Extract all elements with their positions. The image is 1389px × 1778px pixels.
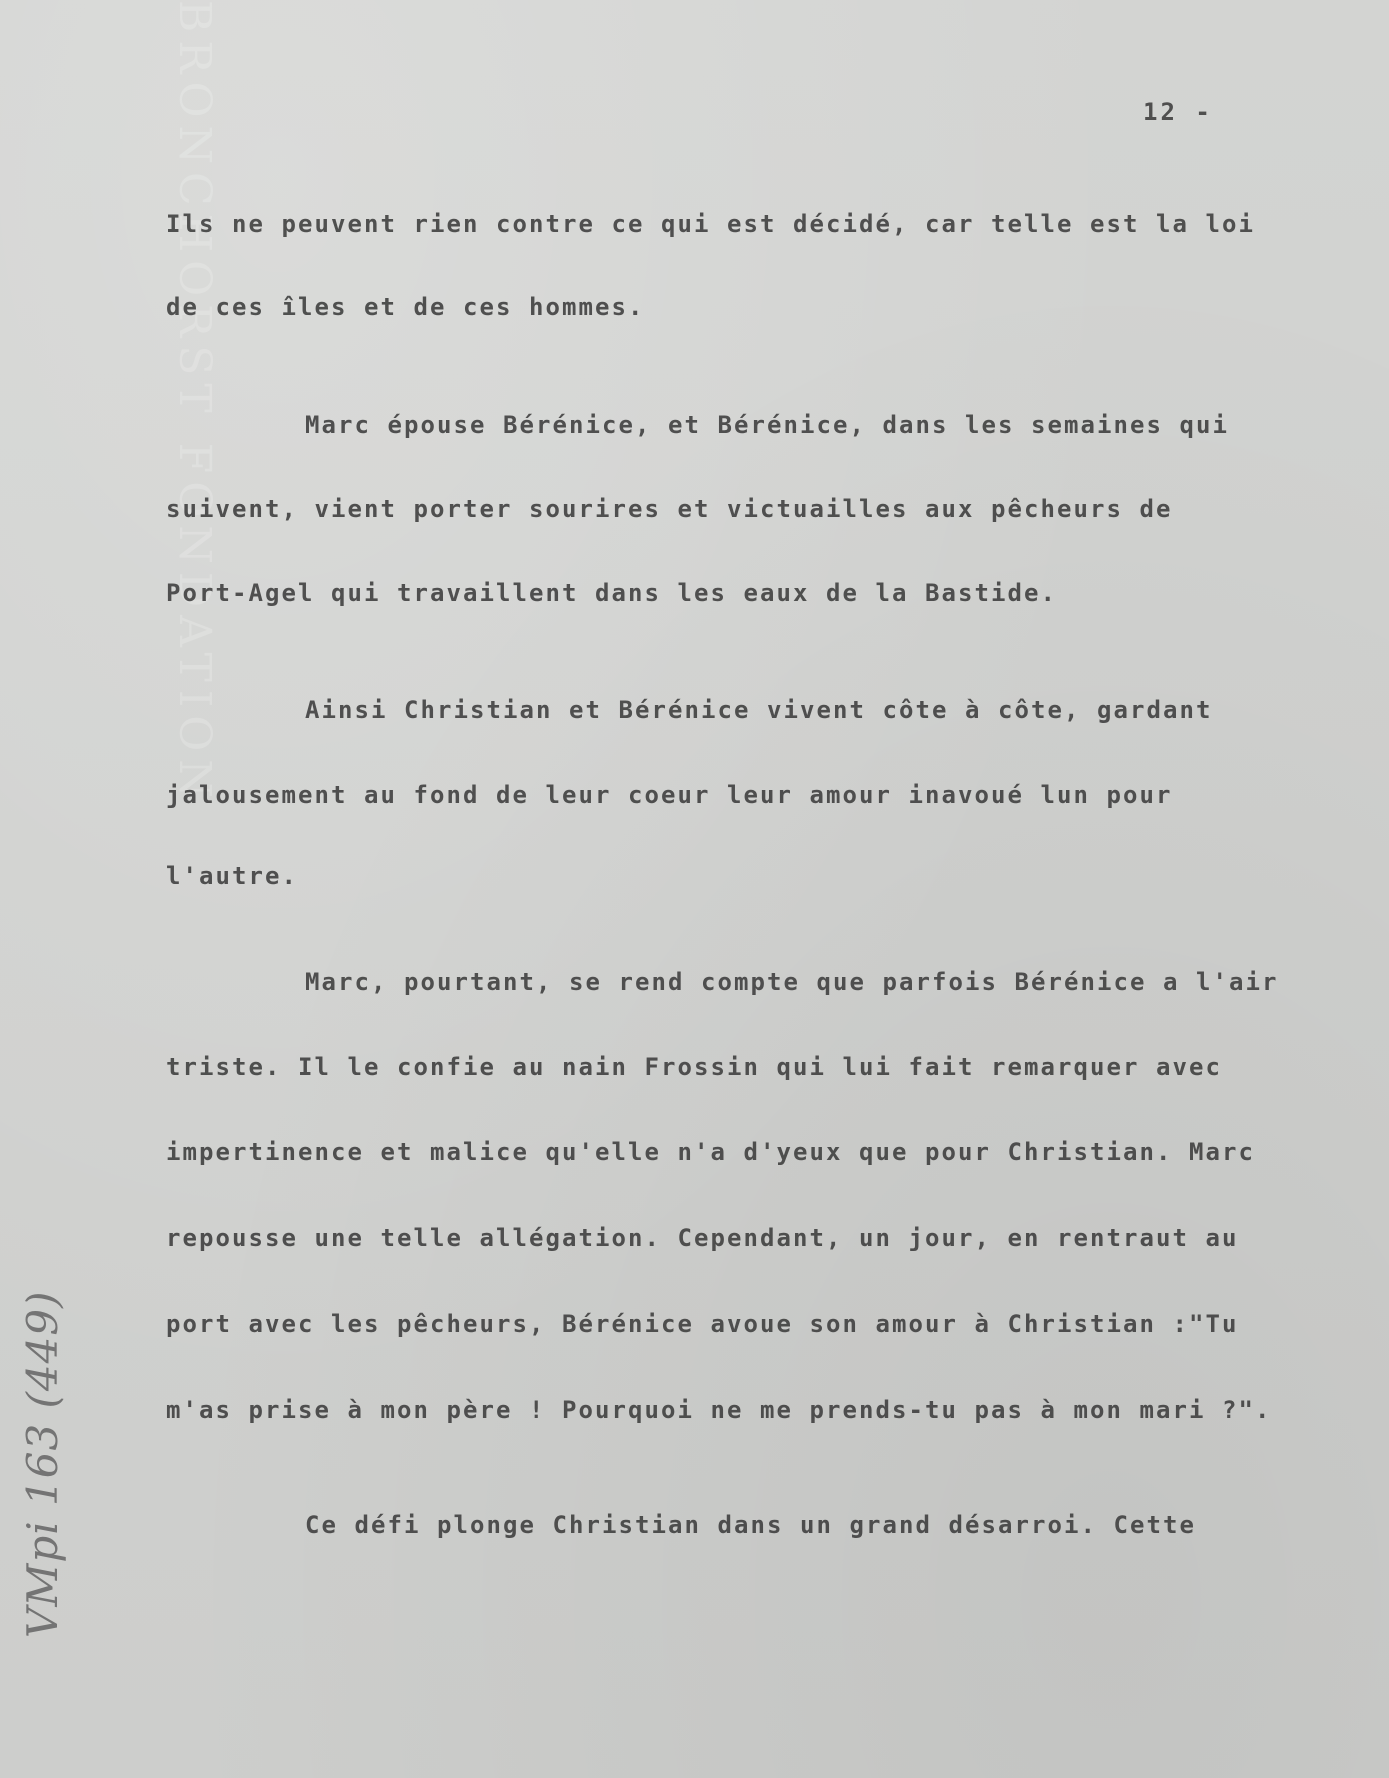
paragraph-start-line: Ainsi Christian et Bérénice vivent côte à côte, gardant [305, 696, 1213, 724]
paragraph-start-line: Ce défi plonge Christian dans un grand désarroi. Cette [305, 1511, 1196, 1539]
text-line: repousse une telle allégation. Cependant, un jour, en rentraut au [166, 1224, 1239, 1252]
text-line: port avec les pêcheurs, Bérénice avoue son amour à Christian :"Tu [166, 1310, 1239, 1338]
text-line: jalousement au fond de leur coeur leur amour inavoué lun pour [166, 781, 1173, 809]
text-line: suivent, vient porter sourires et victuailles aux pêcheurs de [166, 495, 1173, 523]
paragraph-start-line: Marc, pourtant, se rend compte que parfois Bérénice a l'air [305, 968, 1279, 996]
text-line: triste. Il le confie au nain Frossin qui lui fait remarquer avec [166, 1053, 1222, 1081]
text-line: Ils ne peuvent rien contre ce qui est décidé, car telle est la loi [166, 210, 1255, 238]
text-line: de ces îles et de ces hommes. [166, 293, 645, 321]
paragraph-start-line: Marc épouse Bérénice, et Bérénice, dans les semaines qui [305, 411, 1229, 439]
text-line: impertinence et malice qu'elle n'a d'yeux que pour Christian. Marc [166, 1138, 1255, 1166]
text-line: Port-Agel qui travaillent dans les eaux de la Bastide. [166, 579, 1057, 607]
watermark: BRONCHORST FONDATION [169, 0, 220, 806]
text-line: l'autre. [166, 862, 298, 890]
page-number: 12 - [1143, 98, 1213, 126]
handwritten-shelfmark: VMpi 163 (449) [18, 1290, 67, 1638]
text-line: m'as prise à mon père ! Pourquoi ne me prends-tu pas à mon mari ?". [166, 1396, 1272, 1424]
